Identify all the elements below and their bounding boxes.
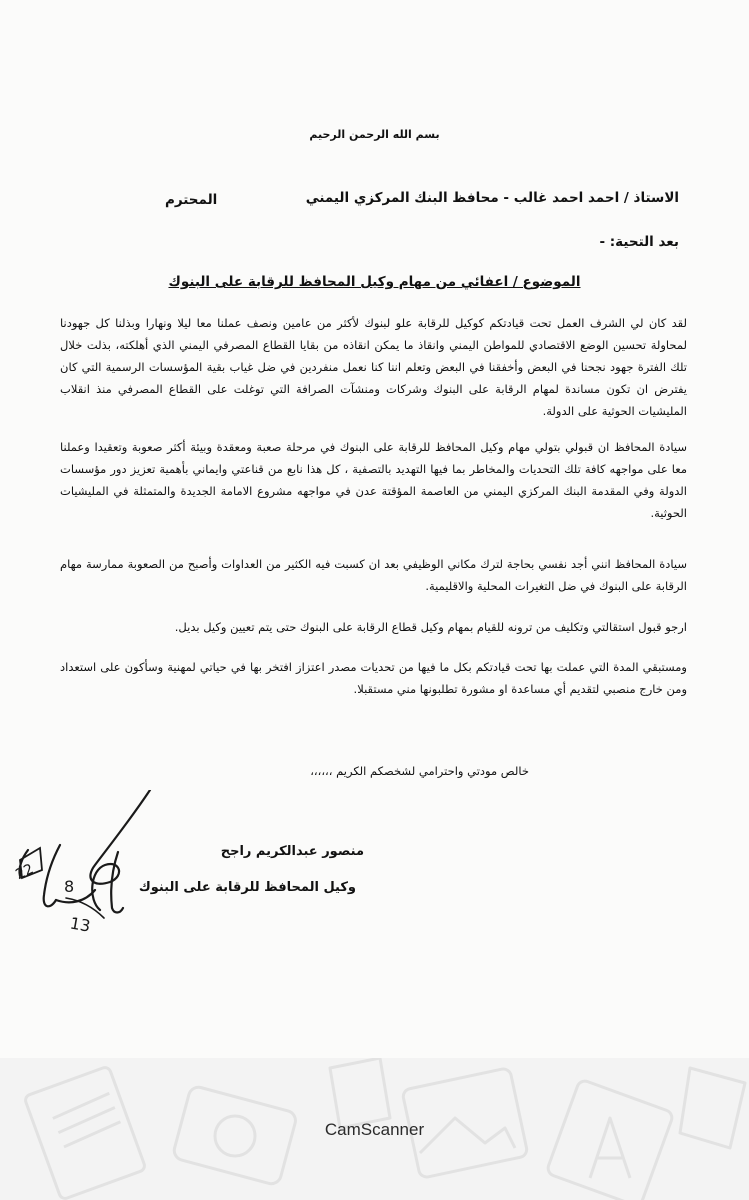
signatory-title: وكيل المحافظ للرقابة على البنوك <box>138 880 356 895</box>
respected-label: المحترم <box>165 192 218 208</box>
paragraph-1: لقد كان لي الشرف العمل تحت قيادتكم كوكيل للرقابة علو لبنوك لأكثر من عامين ونصف عملنا معا ليلا ونهارا وبذلنا كل جهودنا لمحاولة تحسين الوضع الاقتصادي للمواطن اليمني وانقاذ ما يمكن انقاذه من بقايا القطاع المصرفي اليمني الذي أهلكته، بذلت خلال تلك الفترة جهود نجحنا في البعض وأخفقنا في البعض وتعلم اننا كنا نعمل منفردين في ضل غياب بقية المؤسسات الرسمية التي كان يفترض ان تكون مساندة لمهام الرقابة على البنوك وشركات ومنشآت الصرافة التي توغلت على القطاع المصرفي منذ انقلاب المليشيات الحوثية على الدولة. <box>60 316 687 418</box>
camscanner-brand: CamScanner <box>324 1120 425 1139</box>
basmala: بسم الله الرحمن الرحيم <box>309 128 440 141</box>
handwritten-mark-3: 13 <box>68 913 92 936</box>
handwritten-mark-2: 8 <box>64 877 75 896</box>
closing-line: خالص مودتي واحترامي لشخصكم الكريم ،،،،،، <box>310 764 529 778</box>
greeting: بعد التحية: - <box>599 234 679 250</box>
paragraph-5: ومستبقي المدة التي عملت بها تحت قيادتكم بكل ما فيها من تحديات مصدر اعتزاز افتخر بها في حياتي لمهنية وسأكون على استعداد ومن خارج منصبي لتقديم أي مساعدة او مشورة تطلبونها مني مستقبلا. <box>60 660 687 696</box>
paragraph-2: سيادة المحافظ ان قبولي بتولي مهام وكيل المحافظ للرقابة على البنوك في مرحلة صعبة ومعقدة وبيئة أكثر صعوبة وتعقيدا وعملنا معا على مواجهه كافة تلك التحديات والمخاطر بما فيها التهديد بالتصفية ، كل هذا نابع من قناعتي وايماني بأهمية تعزيز دور مؤسسات الدولة وفي المقدمة البنك المركزي اليمني من العاصمة المؤقتة عدن في مواجهه مشروع الامامة الجديدة والمتمثلة في المليشيات الحوثية. <box>60 440 687 520</box>
addressee-line: الاستاذ / احمد احمد غالب - محافظ البنك المركزي اليمني <box>305 190 679 206</box>
handwritten-mark-1: 22 <box>13 861 37 884</box>
handwritten-signature <box>0 790 230 960</box>
paragraph-3: سيادة المحافظ انني أجد نفسي بحاجة لترك مكاني الوظيفي بعد ان كسبت فيه الكثير من العداوات وأصبح من الصعوبة ممارسة مهام الرقابة على البنوك في ضل التغيرات المحلية والاقليمية. <box>60 557 687 593</box>
subject-line: الموضوع / اعفائي من مهام وكيل المحافظ للرقابة على البنوك <box>168 274 581 290</box>
signatory-name: منصور عبدالكريم راجح <box>220 844 364 859</box>
paragraph-4: ارجو قبول استقالتي وتكليف من ترونه للقيام بمهام وكيل قطاع الرقابة على البنوك حتى يتم تعيين وكيل بديل. <box>174 620 687 634</box>
